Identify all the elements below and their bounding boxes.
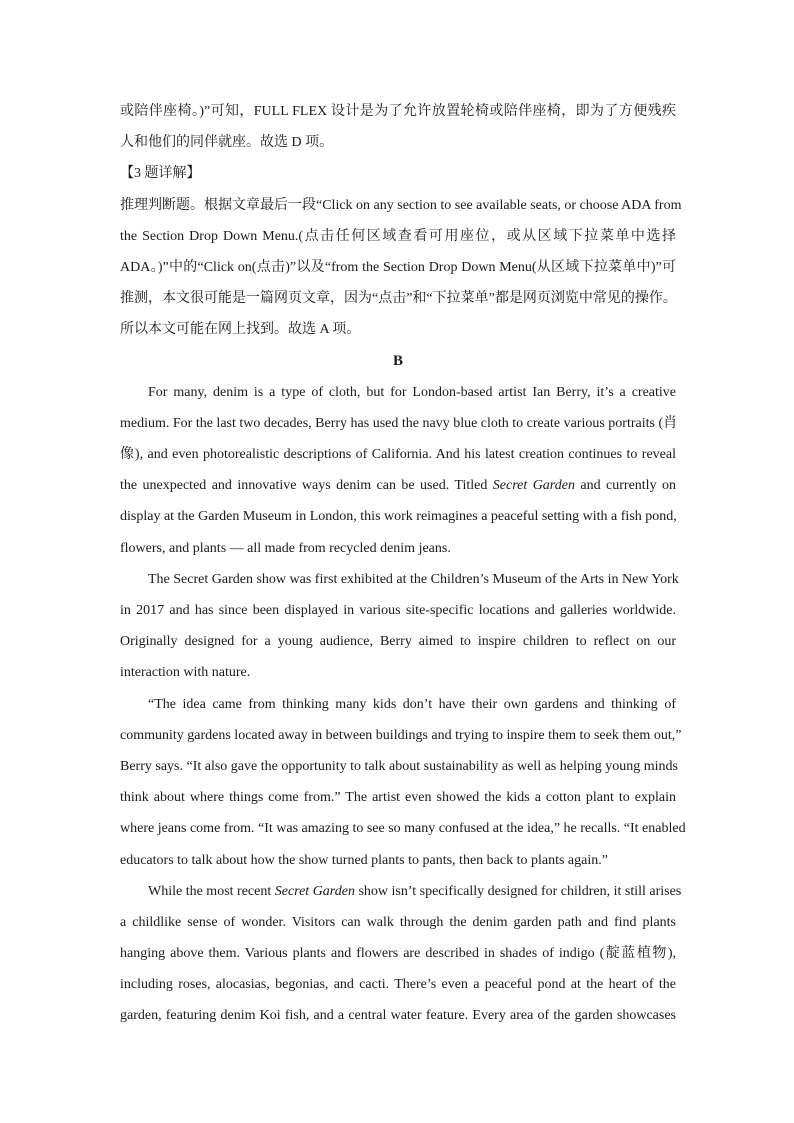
paragraph-line: including roses, alocasias, begonias, and cacti. There’s even a peaceful pond at the heart of the — [120, 977, 676, 993]
paragraph-line: Originally designed for a young audience, Berry aimed to inspire children to reflect on our — [120, 634, 676, 650]
paragraph-line — [120, 470, 676, 501]
paragraph-line — [120, 876, 682, 907]
paragraph-line: Berry says. “It also gave the opportunity to talk about sustainability as well as helping young minds — [120, 758, 678, 774]
paragraph-text: and currently on — [574, 478, 677, 494]
paragraph-line: community gardens located away in between buildings and trying to inspire them to seek them out,” — [120, 727, 682, 743]
paragraph-text: show isn’t specifically designed for children, it still arises — [354, 883, 682, 899]
explanation-line: 推测，本文很可能是一篇网页文章，因为“点击”和“下拉菜单”都是网页浏览中常见的操作。 — [120, 291, 677, 307]
explanation-line: the Section Drop Down Menu.(点击任何区域查看可用座位，或从区域下拉菜单中选择 — [120, 228, 676, 244]
document-page — [120, 96, 686, 1032]
paragraph-text: the unexpected and innovative ways denim can be used. Titled — [120, 478, 493, 494]
paragraph-line: think about where things come from.” The artist even showed the kids a cotton plant to explain — [120, 790, 676, 806]
paragraph-line: 像), and even photorealistic descriptions of California. And his latest creation continues to reveal — [120, 447, 676, 463]
passage-label: B — [392, 352, 403, 369]
paragraph-line: flowers, and plants — all made from recycled denim jeans. — [120, 540, 451, 556]
explanation-line: 人和他们的同伴就座。故选 D 项。 — [120, 135, 334, 151]
paragraph-line: a childlike sense of wonder. Visitors can walk through the denim garden path and find plants — [120, 914, 676, 930]
paragraph-line: “The idea came from thinking many kids don’t have their own gardens and thinking of — [148, 696, 676, 712]
paragraph-line: For many, denim is a type of cloth, but for London-based artist Ian Berry, it’s a creative — [148, 384, 676, 400]
paragraph-line: The Secret Garden show was first exhibited at the Children’s Museum of the Arts in New York — [148, 571, 679, 587]
paragraph-line: hanging above them. Various plants and flowers are described in shades of indigo (靛蓝植物), — [120, 946, 676, 962]
explanation-line: 推理判断题。根据文章最后一段“Click on any section to see available seats, or choose ADA from — [120, 197, 682, 213]
paragraph-line: in 2017 and has since been displayed in various site-specific locations and galleries worldwide. — [120, 603, 676, 618]
paragraph-line: educators to talk about how the show turned plants to pants, then back to plants again.” — [120, 852, 608, 868]
artwork-title: Secret Garden — [274, 883, 355, 899]
explanation-line: ADA。)”中的“Click on(点击)”以及“from the Section Drop Down Menu(从区域下拉菜单中)”可 — [120, 259, 676, 275]
question-3-heading: 【3 题详解】 — [120, 166, 201, 182]
paragraph-line: where jeans come from. “It was amazing to see so many confused at the idea,” he recalls. “It enabled — [120, 821, 686, 837]
explanation-line: 所以本文可能在网上找到。故选 A 项。 — [120, 322, 361, 338]
paragraph-line: garden, featuring denim Koi fish, and a central water feature. Every area of the garden showcases — [120, 1008, 676, 1024]
paragraph-text: While the most recent — [148, 883, 275, 899]
paragraph-line: display at the Garden Museum in London, this work reimagines a peaceful setting with a fish pond, — [120, 509, 677, 525]
paragraph-line: interaction with nature. — [120, 665, 251, 681]
explanation-line: 或陪伴座椅。)”可知，FULL FLEX 设计是为了允许放置轮椅或陪伴座椅，即为了方便残疾 — [120, 104, 676, 119]
paragraph-line: medium. For the last two decades, Berry has used the navy blue cloth to create various portraits (肖 — [120, 415, 678, 431]
artwork-title: Secret Garden — [492, 478, 575, 494]
